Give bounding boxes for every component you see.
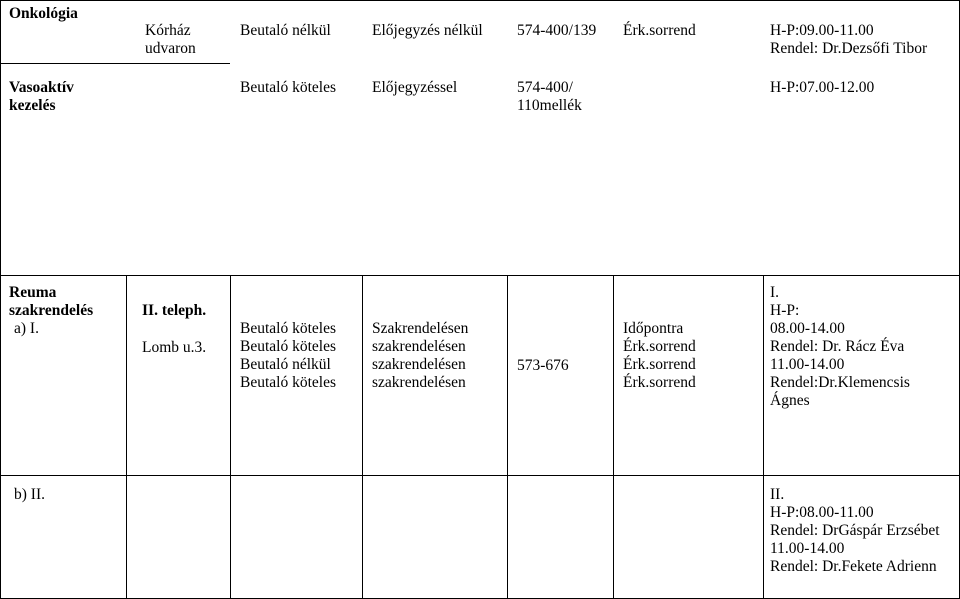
location-line: II. teleph. — [142, 302, 207, 319]
hours-line: H-P: — [770, 302, 800, 319]
department-name: Vasoaktív — [9, 79, 74, 96]
order-text: Érk.sorrend — [623, 374, 696, 391]
booking-text: szakrendelésen — [372, 374, 466, 391]
location-line: Kórház — [145, 22, 191, 39]
department-subitem: b) II. — [14, 486, 45, 503]
booking-text: Előjegyzéssel — [372, 79, 458, 96]
phone-text: 574-400/139 — [517, 22, 597, 39]
col-divider-4 — [507, 275, 508, 599]
hours-line: 11.00-14.00 — [770, 356, 845, 373]
hours-line: Rendel: Dr. Rácz Éva — [770, 338, 905, 355]
location-line: Lomb u.3. — [142, 339, 207, 356]
order-text: Érk.sorrend — [623, 356, 696, 373]
hours-line: Rendel: Dr.Dezsőfi Tibor — [770, 40, 928, 57]
table-border-top — [0, 0, 960, 1]
hours-line: H-P:08.00-11.00 — [770, 504, 874, 521]
phone-text: 110mellék — [517, 97, 582, 114]
phone-text: 573-676 — [517, 357, 569, 374]
col-divider-2 — [230, 275, 231, 599]
col-divider-6 — [763, 275, 764, 599]
hours-line: H-P:07.00-12.00 — [770, 79, 875, 96]
col-divider-5 — [613, 275, 614, 599]
hours-line: Ágnes — [770, 392, 810, 409]
order-text: Érk.sorrend — [623, 22, 696, 39]
booking-text: szakrendelésen — [372, 338, 466, 355]
phone-text: 574-400/ — [517, 79, 573, 96]
hours-line: I. — [770, 284, 780, 301]
referral-text: Beutaló nélkül — [240, 356, 331, 373]
referral-text: Beutaló köteles — [240, 338, 336, 355]
referral-text: Beutaló köteles — [240, 320, 336, 337]
department-subitem: a) I. — [14, 320, 39, 337]
hours-line: II. — [770, 486, 785, 503]
row-divider-3 — [0, 475, 960, 476]
referral-text: Beutaló nélkül — [240, 22, 331, 39]
department-name: Reuma — [9, 284, 57, 301]
order-text: Érk.sorrend — [623, 338, 696, 355]
row-divider-2 — [0, 275, 960, 276]
booking-text: Szakrendelésen — [372, 320, 469, 337]
location-line: udvaron — [145, 40, 196, 57]
hours-line: H-P:09.00-11.00 — [770, 22, 874, 39]
department-name: szakrendelés — [9, 302, 94, 319]
hours-line: Rendel:Dr.Klemencsis — [770, 374, 910, 391]
order-text: Időpontra — [623, 320, 684, 337]
table-border-left — [0, 0, 1, 599]
referral-text: Beutaló köteles — [240, 374, 336, 391]
hours-line: 11.00-14.00 — [770, 540, 845, 557]
hours-line: 08.00-14.00 — [770, 320, 845, 337]
col-divider-3 — [362, 275, 363, 599]
referral-text: Beutaló köteles — [240, 79, 336, 96]
booking-text: szakrendelésen — [372, 356, 466, 373]
row-divider-1 — [0, 63, 230, 64]
hours-line: Rendel: DrGáspár Erzsébet — [770, 522, 940, 539]
department-name: kezelés — [9, 97, 56, 114]
department-name: Onkológia — [9, 5, 78, 22]
hours-line: Rendel: Dr.Fekete Adrienn — [770, 558, 937, 575]
booking-text: Előjegyzés nélkül — [372, 22, 483, 39]
col-divider-1 — [126, 275, 127, 599]
